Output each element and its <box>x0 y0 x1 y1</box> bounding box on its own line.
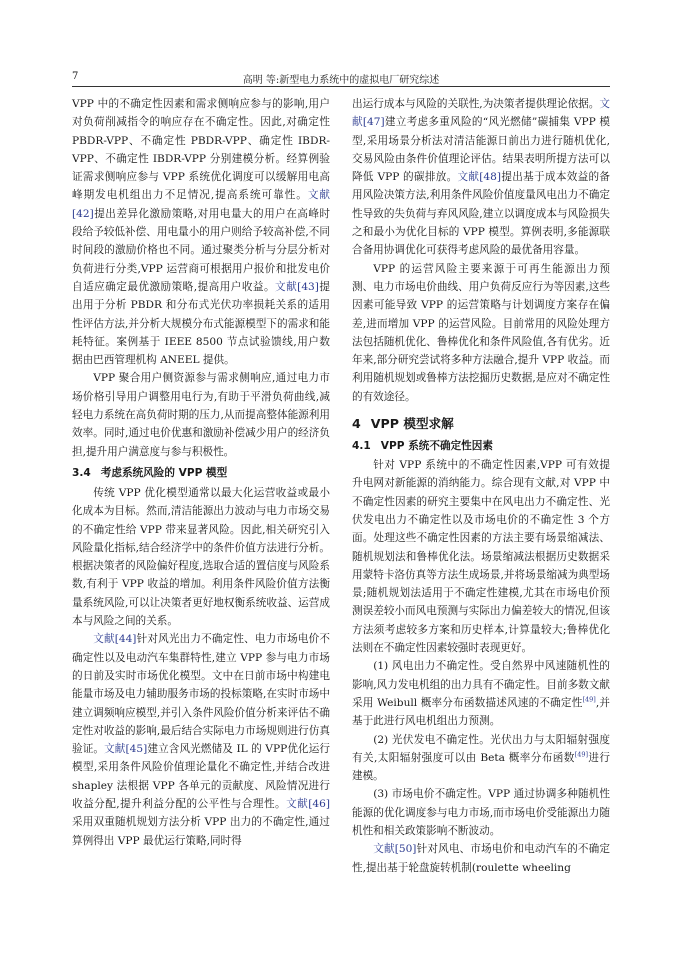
citation-link: 文献[48] <box>457 171 502 184</box>
citation-link: 文献[43] <box>275 280 319 293</box>
citation-link: 文献[42] <box>72 189 330 220</box>
body-text: 建立考虑多重风险的“风光燃储”碳捕集 VPP 模型,采用场景分析法对清洁能源日前出力进行随机优化,交易风险由条件价值理论评估。结果表明所提方法可以降低 VPP 的碳排放。 <box>352 116 610 184</box>
body-text: 针对风光出力不确定性、电力市场电价不确定性以及电动汽车集群特性,建立 VPP 参与电力市场的日前及实时市场优化模型。文中在日前市场中构建电能量市场及电力辅助服务市场的投标策略,在实时市场中建立调频响应模型,并引入条件风险价值分析来评估不确定性对收益的影响,最后结合实际电力市场规则进行仿真验证。 <box>72 633 331 756</box>
body-text: 针对风电、市场电价和电动汽车的不确定性,提出基于轮盘旋转机制(roulette wheeling <box>352 843 611 874</box>
section-heading-3-4: 3.4 考虑系统风险的 VPP 模型 <box>72 466 228 479</box>
running-title: 高明 等:新型电力系统中的虚拟电厂研究综述 <box>242 75 440 86</box>
price-uncertainty-paragraph: (3) 市场电价不确定性。VPP 通过协调多种随机性能源的优化调度参与电力市场,而市场电价受能源出力随机性和相关政策影响不断波动。 <box>352 788 610 837</box>
citation-link: 文献[46] <box>286 797 330 810</box>
body-text: 提出用于分析 PBDR 和分布式光伏功率损耗关系的适用性评估方法,并分析大规模分布式能源模型下的需求和能耗特征。案例基于 IEEE 8500 节点试验馈线,用户数据由巴西管理机构 ANEEL 提供。 <box>72 280 331 367</box>
body-text: 出运行成本与风险的关联性,为决策者提供理论依据。 <box>352 98 600 110</box>
citation-49-b: [49] <box>574 750 589 759</box>
right-paragraph-7 <box>352 840 610 877</box>
page-header <box>72 71 610 87</box>
right-paragraph-1 <box>352 95 610 260</box>
citation-link: 文献[47] <box>352 98 610 129</box>
citation-49: [49] <box>582 695 596 704</box>
left-paragraph-1 <box>72 95 330 369</box>
section-heading-4-1: 4.1 VPP 系统不确定性因素 <box>352 440 493 453</box>
pv-uncertainty-paragraph: (2) 光伏发电不确定性。光伏出力与太阳辐射强度有关,太阳辐射强度可以由 Beta 概率分布函数[49]进行建模。 <box>352 733 611 783</box>
body-text: 建立含风光燃储及 IL 的 VPP优化运行模型,采用条件风险价值理论量化不确定性,并结合改进 shapley 法根据 VPP 各单元的贡献度、风险情况进行收益分配,提升利益分配的公平性与合理性。 <box>72 743 331 810</box>
citation-link: 文献[44] <box>93 633 137 646</box>
body-text: 提出差异化激励策略,对用电量大的用户在高峰时段给予较低补偿、用电量小的用户则给予较高补偿,不同时间段的激励价格也不同。通过聚类分析与分层分析对负荷进行分类,VPP 运营商可根据用户报价和批发电价自适应确定最优激励策略,提高用户收益。 <box>72 207 330 293</box>
left-column <box>72 95 330 850</box>
body-text: VPP 中的不确定性因素和需求侧响应参与的影响,用户对负荷削减指令的响应存在不确定性。因此,对确定性 PBDR-VPP、不确定性 PBDR-VPP、确定性 IBDR-VPP、不确定性 IBDR-VPP 分别建模分析。经算例验证需求侧响应参与 VPP 系统优化调度可以缓解用电高峰期发电机组出力不足情况,提高系统可靠性。 <box>72 98 330 202</box>
citation-link: 文献[45] <box>104 743 148 756</box>
citation-link: 文献[50] <box>373 843 417 856</box>
right-paragraph-3: 针对 VPP 系统中的不确定性因素,VPP 可有效提升电网对新能源的消纳能力。综合现有文献,对 VPP 中不确定性因素的研究主要集中在风电出力不确定性、光伏发电出力不确定性以及市场电价的不确定性 3 个方面。处理这些不确定性因素的方法主要有场景缩减法、随机规划法和鲁棒优化法。场景缩减法根据历史数据采用蒙特卡洛仿真等方法生成场景,并将场景缩减为典型场景;随机规划法适用于不确定性建模,尤其在市场电价预测误差较小而风电预测与实际出力偏差较大的情况,但该方法须考虑较多方案和历史样本,计算量较大;鲁棒优化法则在不确定性因素较强时表现更好。 <box>352 459 610 655</box>
page-number: 7 <box>72 71 79 82</box>
left-paragraph-4 <box>72 630 330 850</box>
body-text: 采用双重随机规划方法分析 VPP 出力的不确定性,通过算例得出 VPP 最优运行策略,同时得 <box>72 816 330 847</box>
body-text: 提出基于成本效益的备用风险决策方法,利用条件风险价值度量风电出力不确定性导致的失负荷与弃风风险,建立以调度成本与风险损失之和最小为优化目标的 VPP 模型。算例表明,多能源联合备用协调优化可获得考虑风险的最优备用容量。 <box>352 171 611 257</box>
left-paragraph-3: 传统 VPP 优化模型通常以最大化运营收益或最小化成本为目标。然而,清洁能源出力波动与电力市场交易的不确定性给 VPP 带来显著风险。因此,相关研究引入风险量化指标,结合经济学中的条件价值方法进行分析。根据决策者的风险偏好程度,选取合适的置信度与风险系数,有利于 VPP 收益的增加。利用条件风险价值方法衡量系统风险,可以让决策者更好地权衡系统收益、运营成本与风险之间的关系。 <box>72 486 330 628</box>
wind-uncertainty-paragraph: (1) 风电出力不确定性。受自然界中风速随机性的影响,风力发电机组的出力具有不确定性。目前多数文献采用 Weibull 概率分布函数描述风速的不确定性[49],并基于此进行风电机组出力预测。 <box>352 660 610 728</box>
header-rule <box>72 86 610 87</box>
right-column <box>352 95 610 877</box>
right-paragraph-2: VPP 的运营风险主要来源于可再生能源出力预测、电力市场电价曲线、用户负荷反应行为等因素,这些因素可能导致 VPP 的运营策略与计划调度方案存在偏差,进而增加 VPP 的运营风险。目前常用的风险处理方法包括随机优化、鲁棒优化和条件风险值,各有优劣。近年来,部分研究尝试将多种方法融合,提升 VPP 收益。而利用随机规划或鲁棒方法挖掘历史数据,是应对不确定性的有效途径。 <box>352 262 610 403</box>
section-heading-4: 4 VPP 模型求解 <box>352 416 454 432</box>
left-paragraph-2: VPP 聚合用户侧资源参与需求侧响应,通过电力市场价格引导用户调整用电行为,有助于平滑负荷曲线,减轻电力系统在高负荷时期的压力,从而提高整体能源利用效率。同时,通过电价优惠和激励补偿减少用户的经济负担,提升用户满意度与参与积极性。 <box>72 372 330 458</box>
